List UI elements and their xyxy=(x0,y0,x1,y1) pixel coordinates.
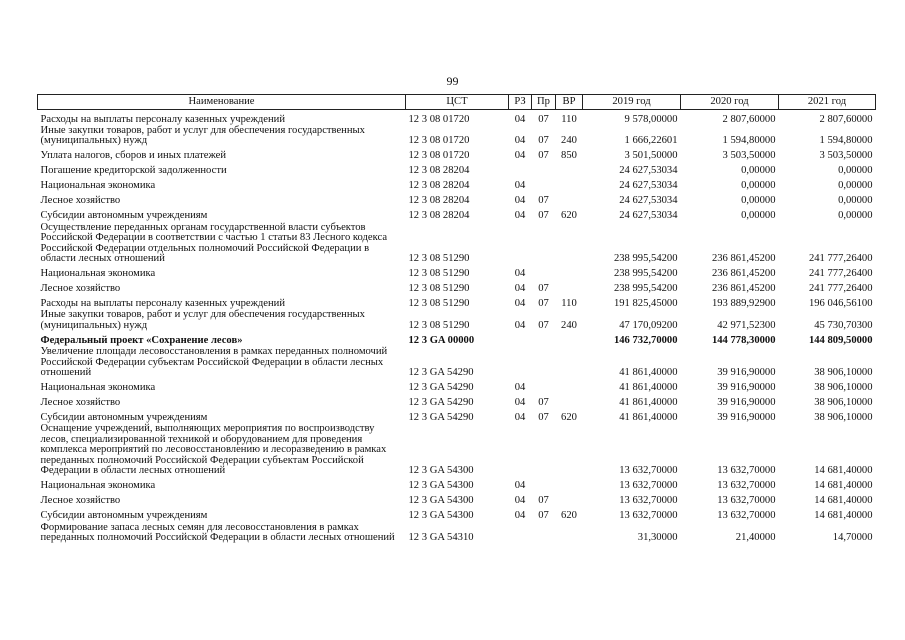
cell-rz: 04 xyxy=(514,113,526,125)
cell-pr: 07 xyxy=(538,412,549,424)
cell-vr: 620 xyxy=(561,210,577,222)
table-row xyxy=(38,507,876,522)
cell-2019: 9 578,00000 xyxy=(624,113,678,125)
cell-name: Формирование запаса лесных семян для лесовосстановления в рамках переданных полномочий Российской Федерации в области лесных отношений xyxy=(40,521,395,543)
cell-2019: 13 632,70000 xyxy=(619,480,678,492)
cell-2019: 31,30000 xyxy=(637,531,678,543)
cell-pr: 07 xyxy=(538,510,549,522)
cell-name: Увеличение площади лесовосстановления в рамках переданных полномочий Российской Федерации субъектам Российской Федерации в области лесных отношений xyxy=(40,346,388,379)
cell-rz: 04 xyxy=(514,180,526,192)
cell-pr xyxy=(532,522,556,544)
cell-2020: 13 632,70000 xyxy=(717,495,776,507)
table-row xyxy=(38,378,876,393)
cell-2021: 38 906,10000 xyxy=(814,412,873,424)
cell-vr: 110 xyxy=(561,113,577,125)
table-row xyxy=(38,110,876,126)
cell-rz: 04 xyxy=(514,210,526,222)
cell-2019: 24 627,53034 xyxy=(619,210,678,222)
cell-2020: 0,00000 xyxy=(741,180,776,192)
cell-2019: 13 632,70000 xyxy=(619,495,678,507)
cell-rz: 04 xyxy=(514,510,526,522)
cell-cst: 12 3 GA 54290 xyxy=(408,367,474,379)
table-row xyxy=(38,125,876,147)
header-vr: ВР xyxy=(556,95,583,110)
cell-2019: 24 627,53034 xyxy=(619,195,678,207)
cell-2020: 13 632,70000 xyxy=(717,510,776,522)
cell-name: Лесное хозяйство xyxy=(40,397,121,409)
cell-vr: 240 xyxy=(561,135,577,147)
cell-vr xyxy=(556,393,583,408)
cell-cst: 12 3 08 01720 xyxy=(408,135,470,147)
cell-rz: 04 xyxy=(514,135,526,147)
cell-cst: 12 3 08 28204 xyxy=(408,180,470,192)
cell-2019: 238 995,54200 xyxy=(613,253,678,265)
cell-vr xyxy=(556,378,583,393)
cell-cst: 12 3 08 51290 xyxy=(408,253,470,265)
header-name: Наименование xyxy=(38,95,406,110)
cell-2021: 38 906,10000 xyxy=(814,397,873,409)
cell-vr xyxy=(556,346,583,378)
cell-2021: 0,00000 xyxy=(838,195,873,207)
table-row xyxy=(38,162,876,177)
cell-name: Иные закупки товаров, работ и услуг для обеспечения государственных (муниципальных) нужд xyxy=(40,125,365,147)
cell-pr: 07 xyxy=(538,210,549,222)
cell-vr xyxy=(556,331,583,346)
cell-2021: 14 681,40000 xyxy=(814,465,873,477)
cell-cst: 12 3 08 51290 xyxy=(408,298,470,310)
table-row xyxy=(38,147,876,162)
cell-name: Расходы на выплаты персоналу казенных учреждений xyxy=(40,113,285,125)
cell-2019: 146 732,70000 xyxy=(613,334,678,346)
cell-2019: 41 861,40000 xyxy=(619,412,678,424)
cell-2020: 236 861,45200 xyxy=(711,283,776,295)
cell-name: Иные закупки товаров, работ и услуг для обеспечения государственных (муниципальных) нужд xyxy=(40,309,365,331)
cell-2020: 39 916,90000 xyxy=(717,382,776,394)
cell-2019: 238 995,54200 xyxy=(613,268,678,280)
cell-2020: 0,00000 xyxy=(741,210,776,222)
cell-rz: 04 xyxy=(514,480,526,492)
cell-vr: 620 xyxy=(561,412,577,424)
cell-2020: 1 594,80000 xyxy=(722,135,776,147)
cell-name: Погашение кредиторской задолженности xyxy=(40,165,227,177)
cell-name: Федеральный проект «Сохранение лесов» xyxy=(40,334,243,346)
cell-vr xyxy=(556,279,583,294)
cell-rz: 04 xyxy=(514,319,526,331)
cell-rz: 04 xyxy=(514,495,526,507)
cell-name: Лесное хозяйство xyxy=(40,195,121,207)
cell-pr xyxy=(532,477,556,492)
cell-name: Лесное хозяйство xyxy=(40,495,121,507)
table-row xyxy=(38,192,876,207)
cell-2021: 2 807,60000 xyxy=(819,113,873,125)
cell-pr: 07 xyxy=(538,283,549,295)
cell-cst: 12 3 GA 54290 xyxy=(408,382,474,394)
header-2020: 2020 год xyxy=(681,95,779,110)
table-header-row xyxy=(38,95,876,110)
cell-rz: 04 xyxy=(514,150,526,162)
cell-cst: 12 3 08 51290 xyxy=(408,268,470,280)
cell-vr xyxy=(556,264,583,279)
cell-vr xyxy=(556,423,583,476)
cell-rz xyxy=(509,162,532,177)
cell-pr: 07 xyxy=(538,195,549,207)
table-row xyxy=(38,346,876,378)
cell-rz: 04 xyxy=(514,298,526,310)
cell-rz: 04 xyxy=(514,195,526,207)
cell-pr: 07 xyxy=(538,495,549,507)
cell-rz xyxy=(509,222,532,265)
cell-2019: 41 861,40000 xyxy=(619,382,678,394)
cell-name: Национальная экономика xyxy=(40,180,156,192)
cell-rz xyxy=(509,423,532,476)
cell-cst: 12 3 GA 54300 xyxy=(408,495,474,507)
cell-rz: 04 xyxy=(514,397,526,409)
cell-2020: 13 632,70000 xyxy=(717,480,776,492)
cell-2021: 0,00000 xyxy=(838,210,873,222)
cell-2021: 38 906,10000 xyxy=(814,382,873,394)
cell-cst: 12 3 08 01720 xyxy=(408,150,470,162)
cell-2021: 14,70000 xyxy=(832,531,873,543)
cell-cst: 12 3 GA 00000 xyxy=(408,334,475,346)
cell-vr: 620 xyxy=(561,510,577,522)
cell-pr: 07 xyxy=(538,135,549,147)
cell-name: Оснащение учреждений, выполняющих мероприятия по воспроизводству лесов, специализированной техникой и оборудованием для проведения комплекса мероприятий по лесовосстановлению и лесоразведению в рамках переданных полномочий Российской Федерации субъектам Российской Федерации в области лесных отношений xyxy=(40,423,387,477)
cell-rz: 04 xyxy=(514,283,526,295)
cell-pr: 07 xyxy=(538,150,549,162)
cell-pr xyxy=(532,264,556,279)
cell-name: Субсидии автономным учреждениям xyxy=(40,510,208,522)
cell-vr xyxy=(556,492,583,507)
cell-2021: 14 681,40000 xyxy=(814,495,873,507)
table-row xyxy=(38,177,876,192)
table-row xyxy=(38,477,876,492)
cell-2021: 241 777,26400 xyxy=(808,268,873,280)
cell-2019: 13 632,70000 xyxy=(619,465,678,477)
table-row xyxy=(38,264,876,279)
table-row xyxy=(38,408,876,423)
cell-vr xyxy=(556,177,583,192)
cell-cst: 12 3 GA 54290 xyxy=(408,397,474,409)
cell-2020: 39 916,90000 xyxy=(717,397,776,409)
cell-rz: 04 xyxy=(514,412,526,424)
page-number: 99 xyxy=(446,74,459,88)
cell-pr xyxy=(532,222,556,265)
cell-2019: 41 861,40000 xyxy=(619,397,678,409)
cell-2019: 13 632,70000 xyxy=(619,510,678,522)
header-2019: 2019 год xyxy=(583,95,681,110)
cell-cst: 12 3 08 51290 xyxy=(408,283,470,295)
table-row xyxy=(38,331,876,346)
cell-vr: 850 xyxy=(561,150,577,162)
cell-pr xyxy=(532,177,556,192)
cell-rz xyxy=(509,522,532,544)
cell-2020: 2 807,60000 xyxy=(722,113,776,125)
cell-pr xyxy=(532,378,556,393)
cell-vr xyxy=(556,192,583,207)
cell-cst: 12 3 08 51290 xyxy=(408,319,470,331)
cell-pr: 07 xyxy=(538,319,549,331)
cell-2020: 39 916,90000 xyxy=(717,367,776,379)
cell-pr xyxy=(532,346,556,378)
cell-2021: 14 681,40000 xyxy=(814,510,873,522)
cell-2020: 193 889,92900 xyxy=(711,298,776,310)
cell-2020: 39 916,90000 xyxy=(717,412,776,424)
cell-vr xyxy=(556,222,583,265)
cell-name: Уплата налогов, сборов и иных платежей xyxy=(40,150,227,162)
cell-2020: 13 632,70000 xyxy=(717,465,776,477)
cell-pr xyxy=(532,331,556,346)
cell-rz: 04 xyxy=(514,382,526,394)
cell-2021: 241 777,26400 xyxy=(808,283,873,295)
cell-2021: 0,00000 xyxy=(838,180,873,192)
cell-2021: 241 777,26400 xyxy=(808,253,873,265)
cell-2020: 0,00000 xyxy=(741,165,776,177)
cell-name: Осуществление переданных органам государственной власти субъектов Российской Федерации в соответствии с частью 1 статьи 83 Лесного кодекса Российской Федерации отдельных полномочий Российской Федерации в области лесных отношений xyxy=(40,221,388,265)
cell-pr xyxy=(532,162,556,177)
cell-cst: 12 3 08 28204 xyxy=(408,210,470,222)
cell-2021: 45 730,70300 xyxy=(814,319,873,331)
cell-2020: 0,00000 xyxy=(741,195,776,207)
table-row xyxy=(38,222,876,265)
cell-2019: 24 627,53034 xyxy=(619,165,678,177)
cell-vr xyxy=(556,522,583,544)
cell-2019: 238 995,54200 xyxy=(613,283,678,295)
cell-2019: 191 825,45000 xyxy=(613,298,678,310)
header-pr: Пр xyxy=(532,95,556,110)
cell-vr xyxy=(556,162,583,177)
header-cst: ЦСТ xyxy=(406,95,509,110)
cell-name: Национальная экономика xyxy=(40,480,156,492)
cell-2020: 236 861,45200 xyxy=(711,253,776,265)
cell-name: Расходы на выплаты персоналу казенных учреждений xyxy=(40,298,285,310)
cell-name: Субсидии автономным учреждениям xyxy=(40,412,208,424)
cell-vr: 240 xyxy=(561,319,577,331)
budget-table xyxy=(37,94,876,543)
cell-2019: 3 501,50000 xyxy=(624,150,678,162)
header-2021: 2021 год xyxy=(779,95,876,110)
cell-rz: 04 xyxy=(514,268,526,280)
table-row xyxy=(38,279,876,294)
table-row xyxy=(38,522,876,544)
cell-2020: 3 503,50000 xyxy=(722,150,776,162)
cell-pr: 07 xyxy=(538,113,549,125)
header-rz: РЗ xyxy=(509,95,532,110)
table-row xyxy=(38,294,876,309)
cell-cst: 12 3 GA 54300 xyxy=(408,480,474,492)
cell-2019: 41 861,40000 xyxy=(619,367,678,379)
table-row xyxy=(38,309,876,331)
cell-rz xyxy=(509,331,532,346)
cell-2020: 144 778,30000 xyxy=(711,334,776,346)
cell-vr xyxy=(556,477,583,492)
cell-cst: 12 3 GA 54290 xyxy=(408,412,474,424)
cell-2021: 3 503,50000 xyxy=(819,150,873,162)
cell-2021: 1 594,80000 xyxy=(819,135,873,147)
cell-cst: 12 3 08 01720 xyxy=(408,113,470,125)
table-row xyxy=(38,393,876,408)
cell-2021: 38 906,10000 xyxy=(814,367,873,379)
cell-2021: 0,00000 xyxy=(838,165,873,177)
table-row xyxy=(38,207,876,222)
cell-name: Субсидии автономным учреждениям xyxy=(40,210,208,222)
cell-2020: 21,40000 xyxy=(735,531,776,543)
cell-cst: 12 3 GA 54300 xyxy=(408,465,474,477)
table-body xyxy=(38,110,876,544)
cell-2019: 24 627,53034 xyxy=(619,180,678,192)
cell-vr: 110 xyxy=(561,298,577,310)
cell-cst: 12 3 GA 54310 xyxy=(408,531,474,543)
cell-2020: 236 861,45200 xyxy=(711,268,776,280)
cell-cst: 12 3 GA 54300 xyxy=(408,510,474,522)
cell-rz xyxy=(509,346,532,378)
cell-2019: 1 666,22601 xyxy=(624,135,678,147)
cell-cst: 12 3 08 28204 xyxy=(408,165,470,177)
cell-2020: 42 971,52300 xyxy=(717,319,776,331)
cell-2021: 144 809,50000 xyxy=(808,334,873,346)
cell-2019: 47 170,09200 xyxy=(619,319,678,331)
cell-name: Лесное хозяйство xyxy=(40,283,121,295)
cell-2021: 14 681,40000 xyxy=(814,480,873,492)
table-row xyxy=(38,423,876,476)
cell-name: Национальная экономика xyxy=(40,268,156,280)
cell-cst: 12 3 08 28204 xyxy=(408,195,470,207)
cell-pr: 07 xyxy=(538,397,549,409)
table-row xyxy=(38,492,876,507)
cell-pr: 07 xyxy=(538,298,549,310)
cell-pr xyxy=(532,423,556,476)
cell-name: Национальная экономика xyxy=(40,382,156,394)
cell-2021: 196 046,56100 xyxy=(808,298,873,310)
